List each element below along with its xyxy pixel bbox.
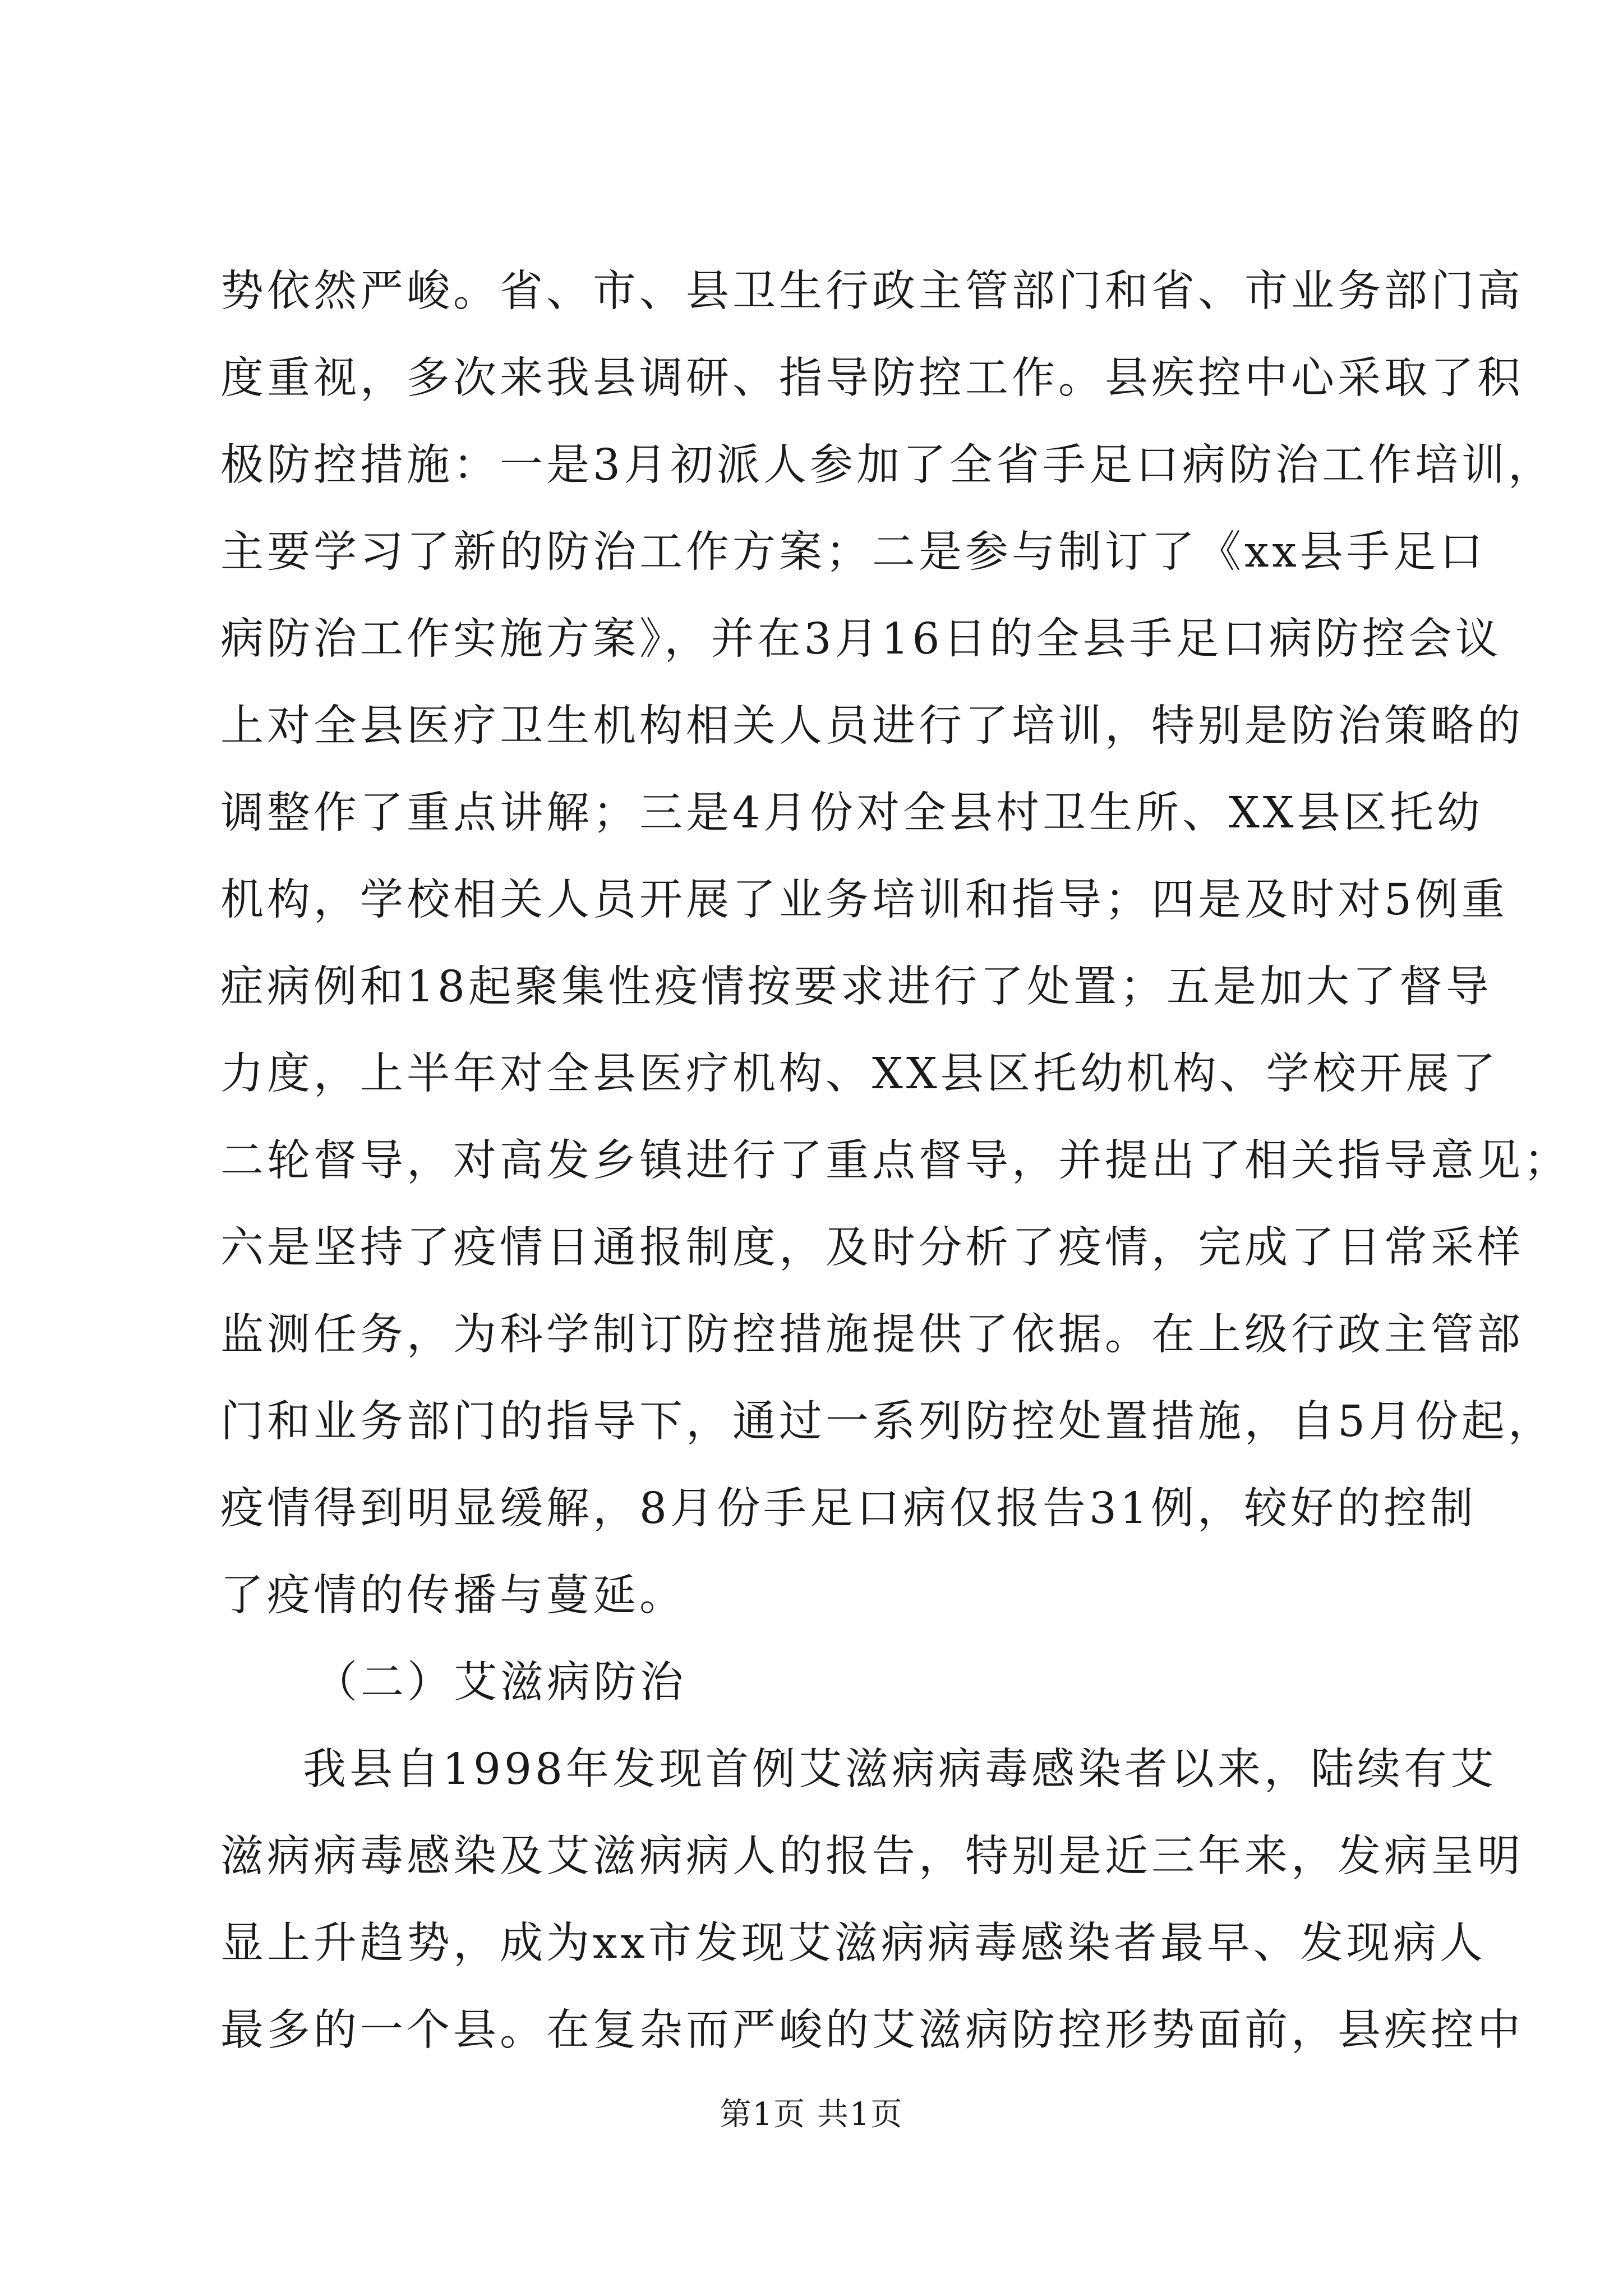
paragraph-line: 势依然严峻。省、市、县卫生行政主管部门和省、市业务部门高 <box>220 266 1524 316</box>
section-heading: （二）艾滋病防治 <box>314 1658 686 1708</box>
paragraph-line: 二轮督导，对高发乡镇进行了重点督导，并提出了相关指导意见； <box>220 1136 1570 1186</box>
paragraph-line: 极防控措施：一是3月初派人参加了全省手足口病防治工作培训， <box>220 440 1555 490</box>
paragraph-line: 上对全县医疗卫生机构相关人员进行了培训，特别是防治策略的 <box>220 701 1524 751</box>
paragraph-line: 病防治工作实施方案》，并在3月16日的全县手足口病防控会议 <box>220 614 1502 664</box>
paragraph-line: 力度，上半年对全县医疗机构、XX县区托幼机构、学校开展了 <box>220 1049 1499 1099</box>
paragraph-line: 我县自1998年发现首例艾滋病病毒感染者以来，陆续有艾 <box>303 1745 1497 1795</box>
paragraph-line: 机构，学校相关人员开展了业务培训和指导；四是及时对5例重 <box>220 875 1508 925</box>
paragraph-line: 显上升趋势，成为xx市发现艾滋病病毒感染者最早、发现病人 <box>220 1918 1486 1968</box>
paragraph-line: 调整作了重点讲解；三是4月份对全县村卫生所、XX县区托幼 <box>220 788 1483 838</box>
paragraph-line: 度重视，多次来我县调研、指导防控工作。县疾控中心采取了积 <box>220 353 1524 403</box>
page-footer: 第1页 共1页 <box>720 2096 903 2133</box>
paragraph-line: 疫情得到明显缓解，8月份手足口病仅报告31例，较好的控制 <box>220 1484 1477 1534</box>
paragraph-line: 最多的一个县。在复杂而严峻的艾滋病防控形势面前，县疾控中 <box>220 2005 1524 2055</box>
paragraph-line: 滋病病毒感染及艾滋病病人的报告，特别是近三年来，发病呈明 <box>220 1832 1524 1881</box>
paragraph-line: 了疫情的传播与蔓延。 <box>220 1571 686 1621</box>
paragraph-line: 门和业务部门的指导下，通过一系列防控处置措施，自5月份起， <box>220 1397 1555 1447</box>
paragraph-line: 监测任务，为科学制订防控措施提供了依据。在上级行政主管部 <box>220 1310 1524 1360</box>
paragraph-line: 主要学习了新的防治工作方案；二是参与制订了《xx县手足口 <box>220 527 1486 577</box>
paragraph-line: 症病例和18起聚集性疫情按要求进行了处置；五是加大了督导 <box>220 962 1492 1012</box>
paragraph-line: 六是坚持了疫情日通报制度，及时分析了疫情，完成了日常采样 <box>220 1223 1524 1273</box>
